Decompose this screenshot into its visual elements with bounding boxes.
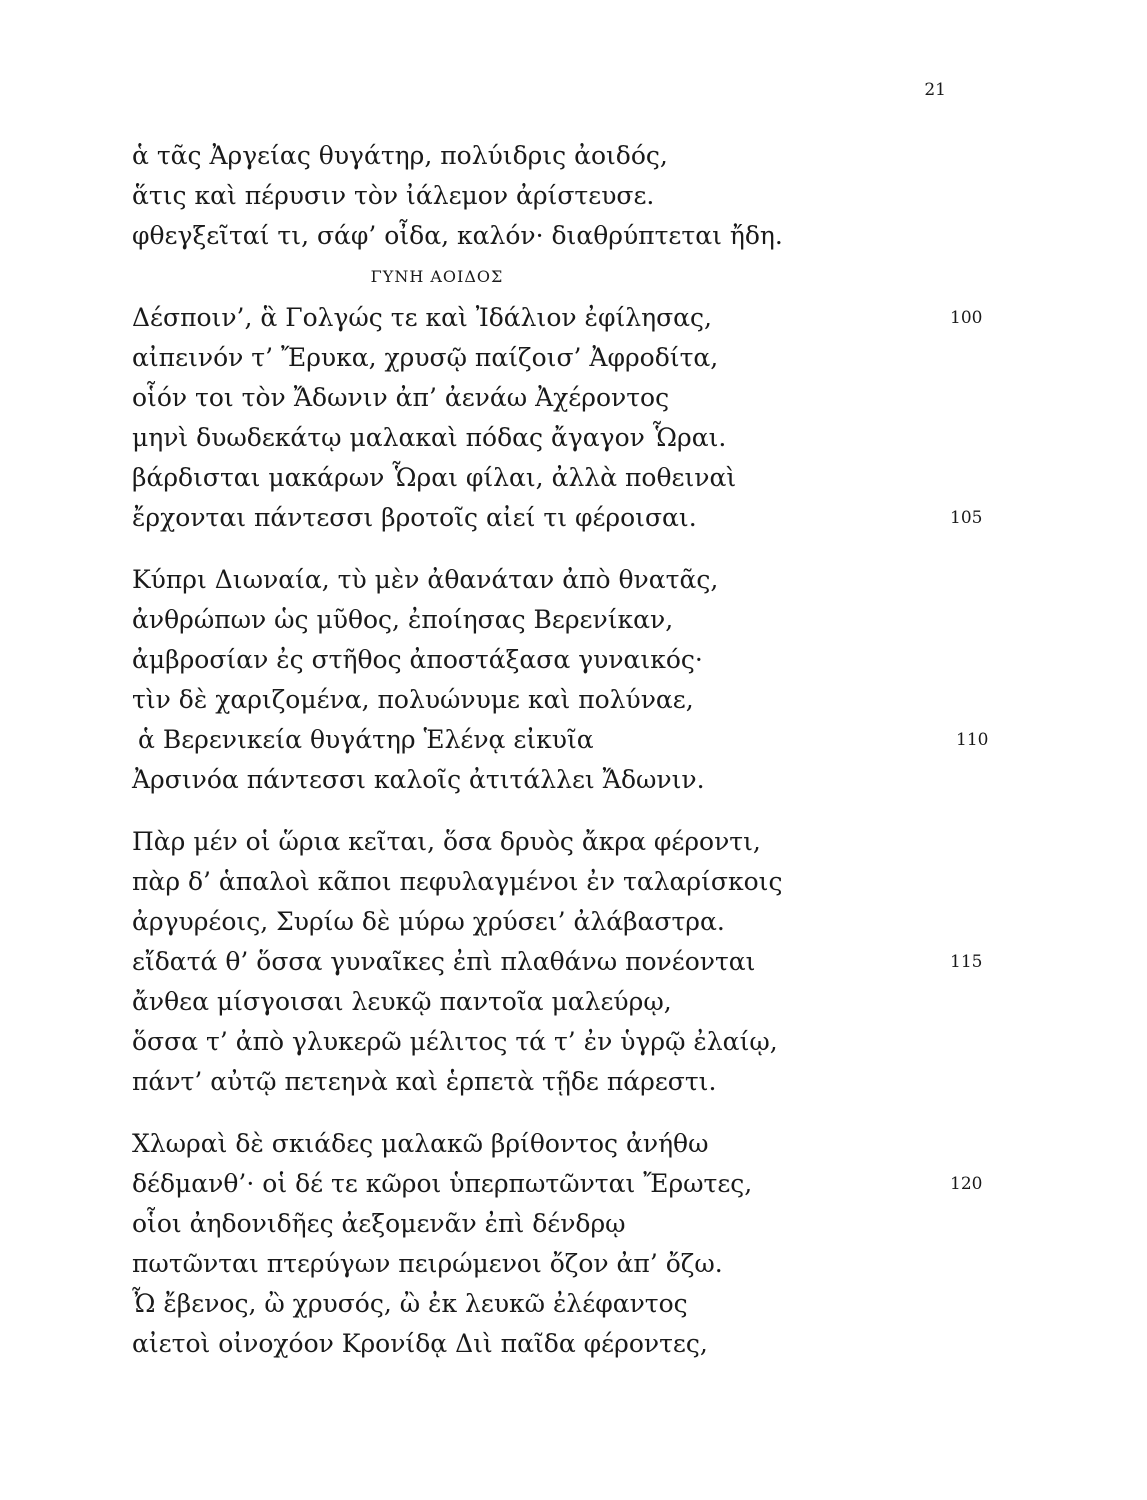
- poem-line: [132, 216, 892, 256]
- stanza-break: [132, 1102, 892, 1124]
- poem-line: [132, 1284, 892, 1324]
- line-text: ἁ Βερενικεία θυγάτηρ Ἑλένᾳ εἰκυῖα: [138, 725, 594, 754]
- line-number: 105: [950, 508, 983, 528]
- poem-line: [132, 458, 892, 498]
- poem-line: [132, 418, 892, 458]
- line-text: ἀμβροσίαν ἐς στῆθος ἀποστάξασα γυναικός·: [132, 645, 703, 674]
- poem-line: [132, 902, 892, 942]
- poem-text: [132, 136, 989, 1364]
- poem-line: [132, 176, 892, 216]
- poem-line: [132, 1244, 892, 1284]
- page-number: 21: [924, 80, 946, 100]
- poem-line: [138, 720, 989, 760]
- line-text: πάντ’ αὐτῷ πετεηνὰ καὶ ἑρπετὰ τῇδε πάρεστι.: [132, 1067, 717, 1096]
- poem-line: [132, 298, 983, 338]
- stanza-break: [132, 538, 892, 560]
- poem-line: [132, 378, 892, 418]
- line-number: 115: [950, 952, 983, 972]
- line-number: 100: [950, 308, 983, 328]
- poem-line: [132, 136, 892, 176]
- poem-line: [132, 600, 892, 640]
- line-text: μηνὶ δυωδεκάτῳ μαλακαὶ πόδας ἄγαγον Ὧραι.: [132, 423, 727, 452]
- poem-line: [132, 1124, 892, 1164]
- poem-line: [132, 680, 892, 720]
- line-text: ἀργυρέοις, Συρίω δὲ μύρω χρύσει’ ἀλάβαστρα.: [132, 907, 725, 936]
- poem-line: [132, 760, 892, 800]
- line-text: ὅσσα τ’ ἀπὸ γλυκερῶ μέλιτος τά τ’ ἐν ὑγρῷ ἐλαίῳ,: [132, 1027, 778, 1056]
- poem-line: [132, 1062, 892, 1102]
- poem-line: [132, 942, 983, 982]
- poem-line: [132, 822, 892, 862]
- poem-line: [132, 498, 983, 538]
- line-text: Δέσποιν’, ἃ Γολγώς τε καὶ Ἰδάλιον ἐφίλησας,: [132, 303, 712, 332]
- poem-line: [132, 640, 892, 680]
- line-text: Ὦ ἔβενος, ὢ χρυσός, ὢ ἐκ λευκῶ ἐλέφαντος: [132, 1289, 688, 1318]
- line-text: βάρδισται μακάρων Ὧραι φίλαι, ἀλλὰ ποθειναὶ: [132, 463, 737, 492]
- line-text: πωτῶνται πτερύγων πειρώμενοι ὄζον ἀπ’ ὄζω.: [132, 1249, 723, 1278]
- poem-line: [132, 1204, 892, 1244]
- line-text: ἄνθεα μίσγοισαι λευκῷ παντοῖα μαλεύρῳ,: [132, 987, 672, 1016]
- line-text: Πὰρ μέν οἱ ὥρια κεῖται, ὅσα δρυὸς ἄκρα φέροντι,: [132, 827, 761, 856]
- line-number: 120: [950, 1174, 983, 1194]
- line-number: 110: [956, 730, 989, 750]
- poem-line: [132, 338, 892, 378]
- line-text: τὶν δὲ χαριζομένα, πολυώνυμε καὶ πολύναε,: [132, 685, 694, 714]
- line-text: οἷόν τοι τὸν Ἄδωνιν ἀπ’ ἀενάω Ἀχέροντος: [132, 383, 670, 412]
- poem-line: [132, 1324, 892, 1364]
- poem-line: [132, 560, 892, 600]
- stanza-break: [132, 800, 892, 822]
- poem-line: [132, 982, 892, 1022]
- line-text: φθεγξεῖταί τι, σάφ’ οἶδα, καλόν· διαθρύπτεται ἤδη.: [132, 221, 783, 250]
- line-text: οἷοι ἀηδονιδῆες ἀεξομενᾶν ἐπὶ δένδρῳ: [132, 1209, 626, 1238]
- line-text: Χλωραὶ δὲ σκιάδες μαλακῶ βρίθοντος ἀνήθω: [132, 1129, 709, 1158]
- line-text: ἀνθρώπων ὡς μῦθος, ἐποίησας Βερενίκαν,: [132, 605, 674, 634]
- line-text: Ἀρσινόα πάντεσσι καλοῖς ἀτιτάλλει Ἄδωνιν.: [132, 765, 705, 794]
- line-text: δέδμανθ’· οἱ δέ τε κῶροι ὑπερπωτῶνται Ἔρωτες,: [132, 1169, 753, 1198]
- line-text: ἁ τᾶς Ἀργείας θυγάτηρ, πολύιδρις ἀοιδός,: [132, 141, 668, 170]
- line-text: Κύπρι Διωναία, τὺ μὲν ἀθανάταν ἀπὸ θνατᾶς,: [132, 565, 719, 594]
- line-text: ἔρχονται πάντεσσι βροτοῖς αἰεί τι φέροισαι.: [132, 503, 697, 532]
- line-text: αἰπεινόν τ’ Ἔρυκα, χρυσῷ παίζοισ’ Ἀφροδίτα,: [132, 343, 719, 372]
- line-text: ἅτις καὶ πέρυσιν τὸν ἰάλεμον ἀρίστευσε.: [132, 181, 655, 210]
- line-text: αἰετοὶ οἰνοχόον Κρονίδᾳ Διὶ παῖδα φέροντες,: [132, 1329, 708, 1358]
- speaker-heading: ΓΥΝΗ ΑΟΙΔΟΣ: [370, 267, 504, 286]
- poem-line: [132, 1164, 983, 1204]
- poem-line: [132, 862, 892, 902]
- line-text: πὰρ δ’ ἁπαλοὶ κᾶποι πεφυλαγμένοι ἐν ταλαρίσκοις: [132, 867, 783, 896]
- line-text: εἴδατά θ’ ὅσσα γυναῖκες ἐπὶ πλαθάνω πονέονται: [132, 947, 756, 976]
- poem-line: [132, 1022, 892, 1062]
